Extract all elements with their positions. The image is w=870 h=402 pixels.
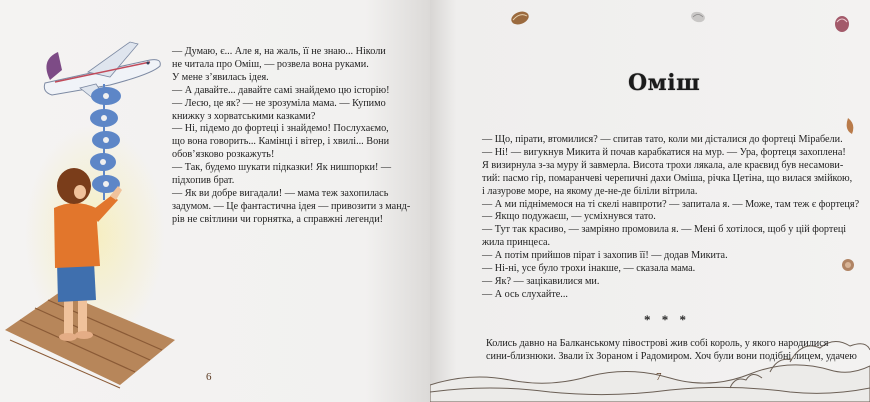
left-page (0, 0, 430, 402)
wooden-deck (5, 292, 175, 388)
cloud-trail (90, 84, 121, 200)
text-line: задумом. — Це фантастична ідея — привозити з манд- (172, 200, 411, 212)
text-line: — А ми піднімемося на ті скелі навпроти? — запитала я. — Може, там теж є фортеця? (482, 198, 860, 210)
text-line: тий: пасмо гір, помаранчеві черепичні дахи Оміша, річка Цетіна, що вилася змійкою, (482, 172, 853, 184)
text-line: — Що, пірати, втомилися? — спитав тато, коли ми дісталися до фортеці Мірабели. (482, 134, 843, 145)
text-line: — Думаю, є... Але я, на жаль, її не знаю... Ніколи (172, 46, 386, 57)
text-line: — Ні, підемо до фортеці і знайдемо! Послухаємо, (172, 123, 389, 135)
text-line: — Як ви добре вигадали! — мама теж захопилась (172, 187, 389, 199)
chapter-title: Оміш (628, 70, 701, 96)
shell-icon (835, 16, 849, 32)
text-line: — Ні! — вигукнув Микита й почав карабкатися на мур. — Ура, фортеця захоплена! (482, 146, 846, 158)
right-page (430, 0, 870, 402)
text-line: рів не світлини чи горнятка, а справжні легенди! (172, 213, 384, 225)
text-line: не читала про Оміш, — розвела вона руками. (172, 58, 369, 70)
text-line: і лазурове море, на якому де-не-де біліли вітрила. (482, 185, 698, 197)
section-separator: * * * (644, 312, 690, 327)
text-line: жила принцеса. (482, 237, 551, 249)
shell-icon (847, 118, 854, 134)
text-line: сини-близнюки. Звали їх Зораном і Радомиром. Хоч були вони подібні лицем, удачею (486, 350, 857, 362)
shell-icon (509, 9, 530, 26)
text-line: — А ось слухайте... (482, 288, 568, 300)
text-line: що вона говорить... Камінці і вітер, і хвилі... Вони (172, 136, 390, 148)
text-line: обов’язково розкажуть! (172, 149, 275, 161)
text-line: У мене з’явилась ідея. (172, 71, 269, 83)
text-line: підхопив брат. (172, 175, 235, 187)
text-line: книжку з хорватськими казками? (172, 110, 316, 122)
text-line: — Так, будемо шукати підказки! Як нишпорки! — (172, 162, 392, 174)
text-line: — А потім прийшов пірат і захопив її! — додав Микита. (482, 250, 728, 262)
text-line: Я визирнула з-за муру й завмерла. Висота трохи лякала, але краєвид був несамови- (482, 159, 844, 171)
left-page-text (172, 46, 411, 227)
text-line: — Якщо подужаєш, — усміхнувся тато. (482, 211, 656, 223)
page-number-right: 7 (656, 371, 662, 383)
text-line: — Ні-ні, усе було трохи інакше, — сказала мама. (482, 263, 696, 275)
shell-icon (690, 10, 706, 23)
right-page-text (482, 134, 860, 302)
text-line: Колись давно на Балканському півострові жив собі король, у якого народилися (486, 338, 829, 349)
text-line: — Лесю, це як? — не зрозуміла мама. — Купимо (172, 97, 386, 109)
text-line: — А давайте... давайте самі знайдемо цю історію! (172, 84, 390, 96)
legend-text (486, 338, 857, 364)
page-number-left: 6 (206, 371, 212, 383)
text-line: — Як? — зацікавилися ми. (482, 275, 600, 287)
text-line: — Тут так красиво, — замріяно промовила я. — Мені б хотілося, щоб у цій фортеці (482, 224, 847, 236)
